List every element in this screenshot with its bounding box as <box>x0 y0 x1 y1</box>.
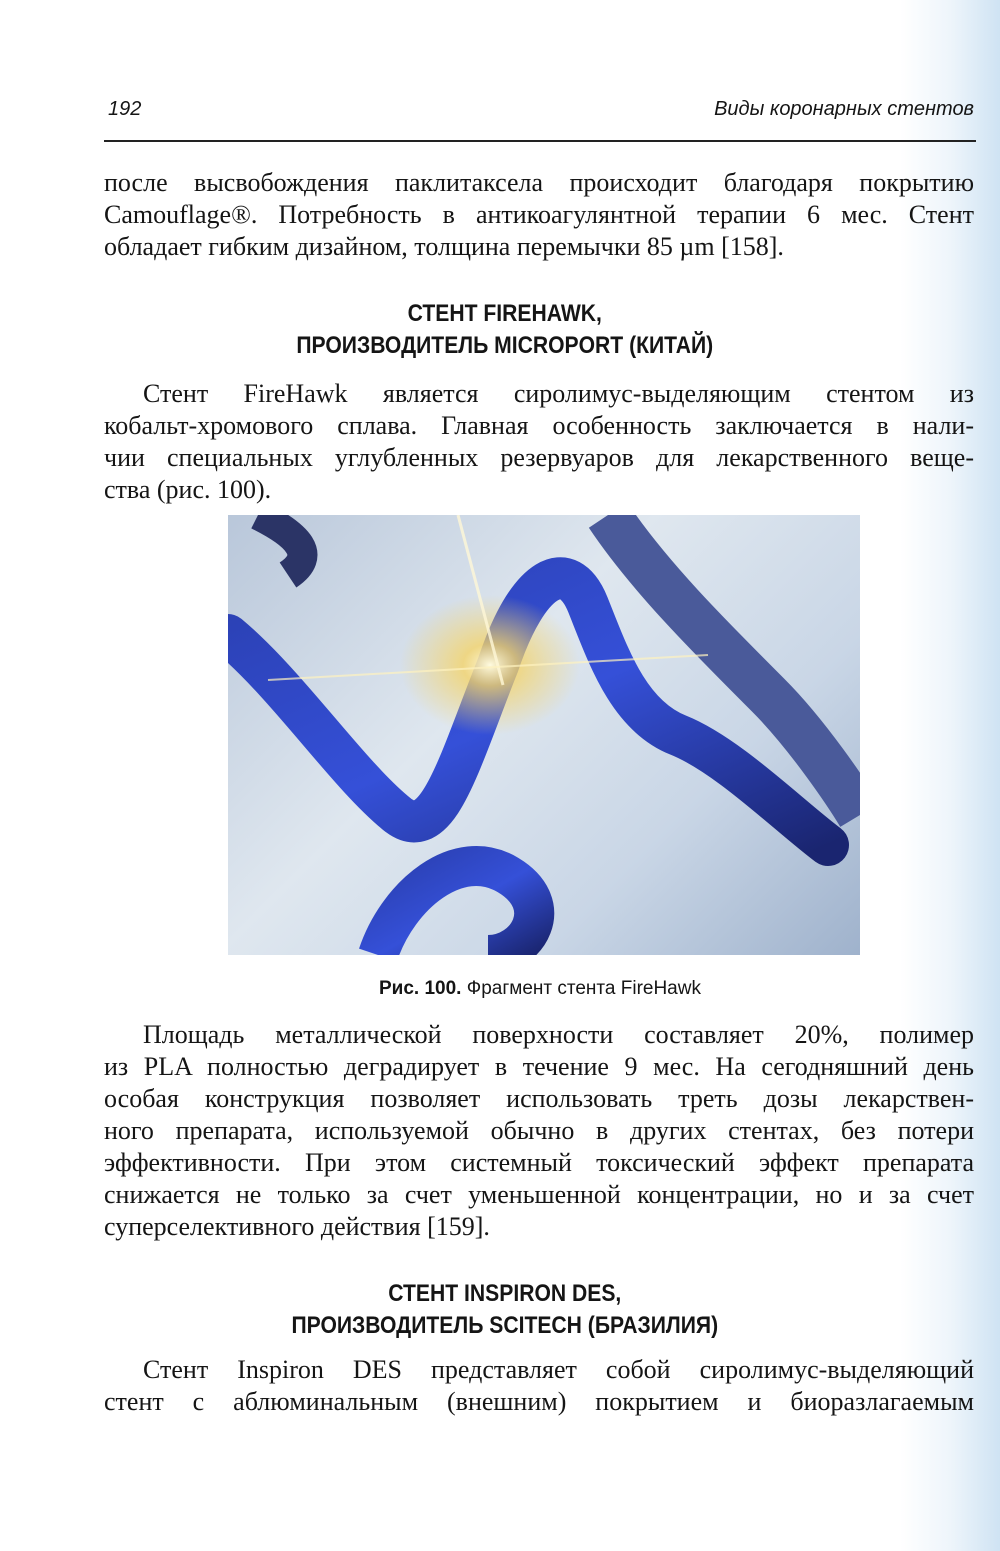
figure-caption <box>0 978 1000 1000</box>
page-number: 192 <box>108 98 142 120</box>
text-line: чии специальных углубленных резервуаров для лекарственного веще- <box>104 443 974 472</box>
text-line: особая конструкция позволяет использовать треть дозы лекарствен- <box>104 1084 974 1113</box>
text-line: ства (рис. 100). <box>104 475 272 504</box>
text-line: Стент Inspiron DES представляет собой сиролимус-выделяющий <box>143 1355 974 1384</box>
text-line: эффективности. При этом системный токсический эффект препарата <box>104 1148 974 1177</box>
figure-caption-text: Фрагмент стента FireHawk <box>466 978 701 999</box>
section-heading: ПРОИЗВОДИТЕЛЬ MICROPORT (КИТАЙ) <box>296 332 714 359</box>
figure-stent-photo <box>228 515 860 955</box>
section-heading: СТЕНТ INSPIRON DES, <box>388 1280 622 1307</box>
text-line: стент с аблюминальным (внешним) покрытием и биоразлагаемым <box>104 1387 974 1416</box>
text-line: ного препарата, используемой обычно в других стентах, без потери <box>104 1116 974 1145</box>
text-line: суперселективного действия [159]. <box>104 1212 490 1241</box>
text-line: Стент FireHawk является сиролимус-выделяющим стентом из <box>143 379 974 408</box>
text-line: снижается не только за счет уменьшенной концентрации, но и за счет <box>104 1180 974 1209</box>
section-heading: СТЕНТ FIREHAWK, <box>407 300 602 327</box>
text-line: Camouflage®. Потребность в антикоагулянтной терапии 6 мес. Стент <box>104 200 974 229</box>
text-line: кобальт-хромового сплава. Главная особенность заключается в нали- <box>104 411 974 440</box>
figure-label: Рис. 100. <box>379 978 462 999</box>
section-heading: ПРОИЗВОДИТЕЛЬ SCITECH (БРАЗИЛИЯ) <box>291 1312 719 1339</box>
text-line: Площадь металлической поверхности составляет 20%, полимер <box>143 1020 974 1049</box>
text-line: после высвобождения паклитаксела происходит благодаря покрытию <box>104 168 974 197</box>
text-line: обладает гибким дизайном, толщина перемычки 85 µm [158]. <box>104 232 784 261</box>
header-rule <box>104 140 976 142</box>
running-title: Виды коронарных стентов <box>714 98 974 120</box>
text-line: из PLA полностью деградирует в течение 9 мес. На сегодняшний день <box>104 1052 974 1081</box>
